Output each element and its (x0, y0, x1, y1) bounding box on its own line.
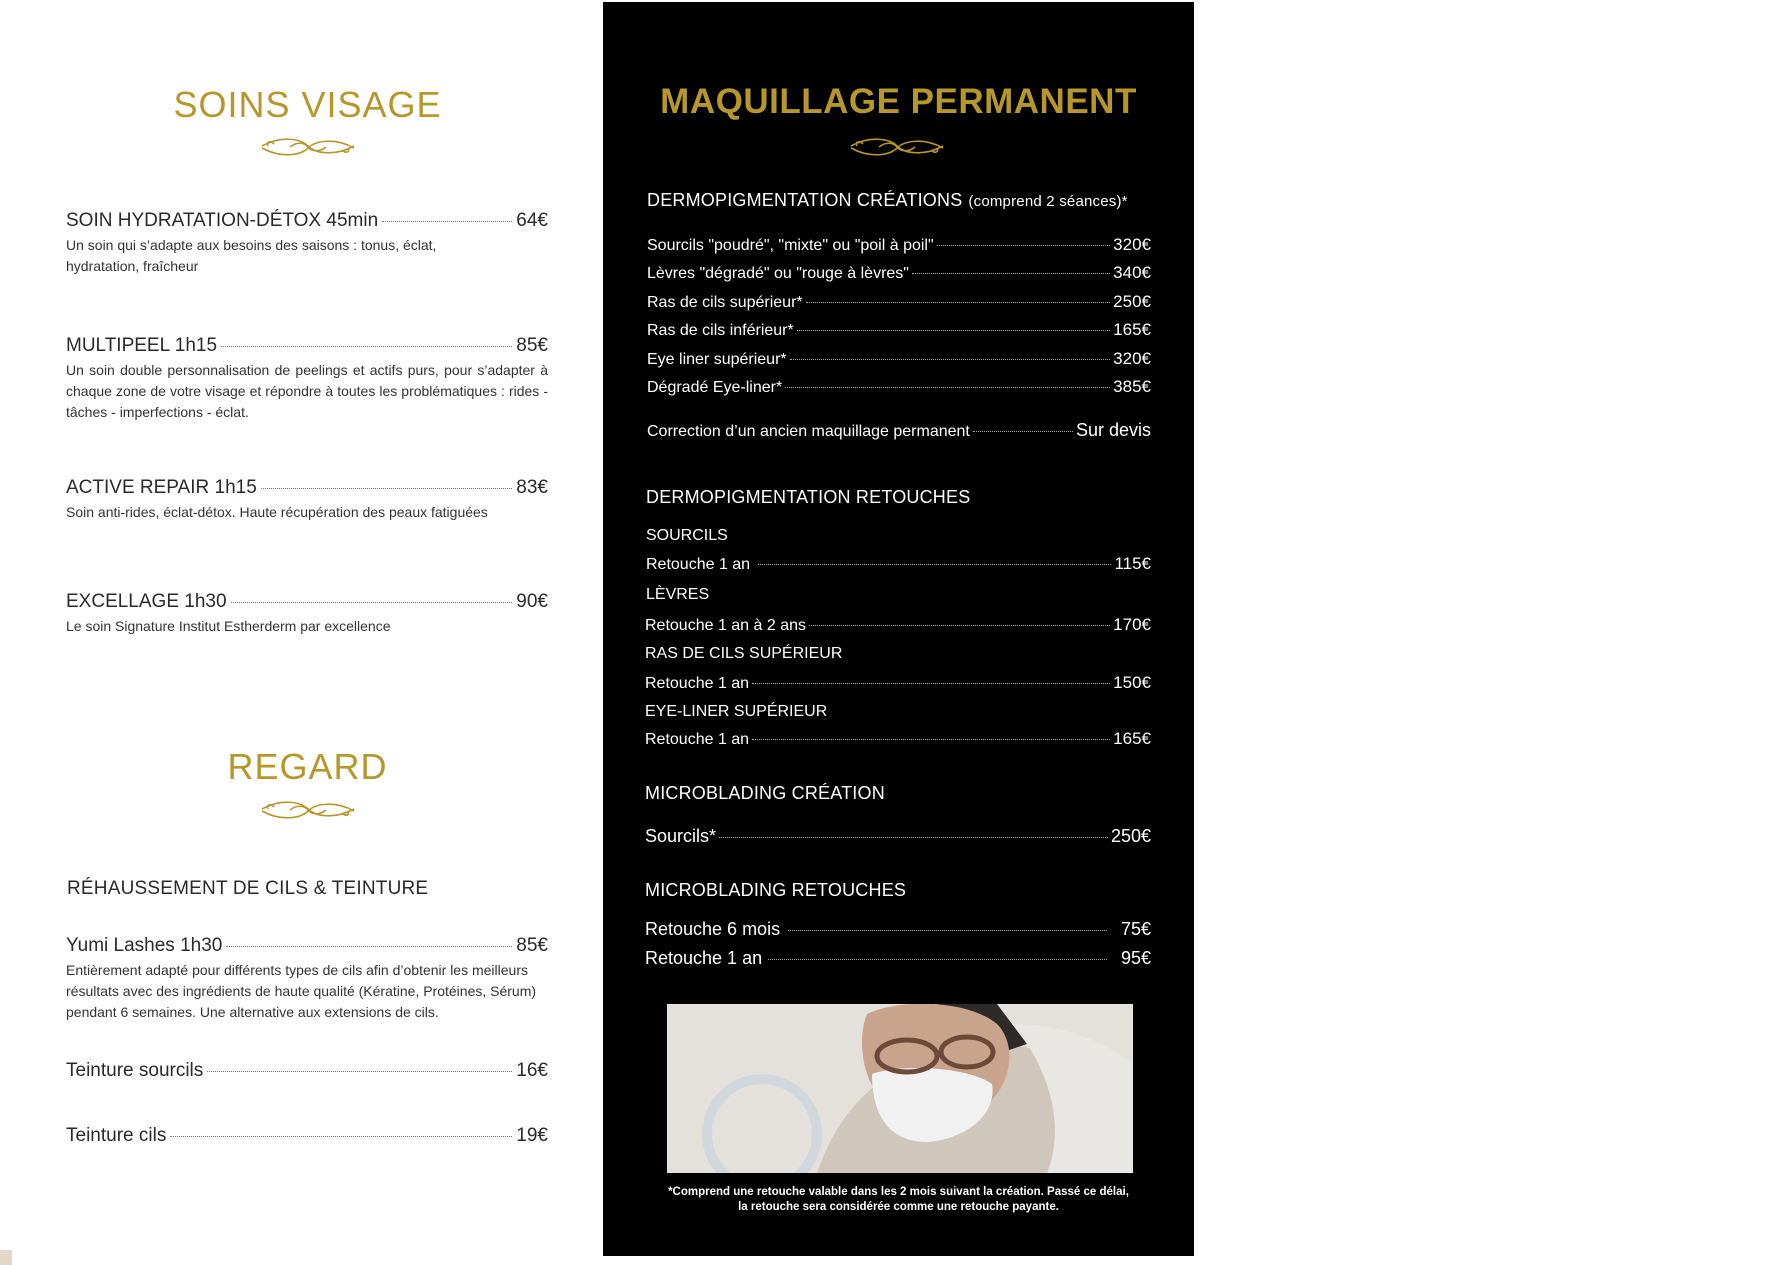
creations-note: (comprend 2 séances)* (968, 193, 1128, 210)
microblading-creation-row (645, 826, 1151, 847)
soins-visage-title: SOINS VISAGE (173, 84, 442, 125)
row-name: Ras de cils inférieur* (647, 322, 794, 339)
regard-title: REGARD (227, 746, 388, 787)
creation-row (647, 320, 1151, 340)
creation-row (647, 263, 1151, 283)
item-name: EXCELLAGE 1h30 (66, 591, 227, 612)
microblading-retouche-row (645, 948, 1151, 969)
flourish-ornament-icon (260, 797, 356, 823)
retouches-heading: DERMOPIGMENTATION RETOUCHES (646, 487, 971, 507)
row-price: 75€ (1120, 919, 1151, 939)
item-name: Yumi Lashes 1h30 (66, 935, 223, 956)
row-price: 250€ (1113, 292, 1151, 311)
row-name: Dégradé Eye-liner* (647, 379, 783, 396)
row-name: Correction d’un ancien maquillage permanent (647, 423, 970, 440)
creations-heading (647, 190, 1128, 211)
item-name: SOIN HYDRATATION-DÉTOX 45min (66, 210, 379, 231)
group-label-ras-de-cils: RAS DE CILS SUPÉRIEUR (645, 645, 843, 662)
item-description: Soin anti-rides, éclat-détox. Haute récupération des peaux fatiguées (66, 504, 488, 520)
item-description: Un soin double personnalisation de peelings et actifs purs, pour s’adapter à chaque zone de votre visage et répondre à toutes les problématiques : rides - tâches - imperfections - éclat. (66, 362, 548, 420)
row-name: Retouche 1 an (645, 731, 750, 748)
footnote (603, 1185, 1194, 1215)
teinture-cils-item (66, 1125, 548, 1147)
teinture-sourcils-item (66, 1060, 548, 1082)
left-column (0, 0, 600, 1265)
row-name: Sourcils "poudré", "mixte" ou "poil à poil" (647, 237, 934, 254)
row-name: Retouche 1 an (645, 675, 750, 692)
retouche-row (645, 615, 1151, 635)
microblading-retouches-heading: MICROBLADING RETOUCHES (645, 880, 907, 900)
row-price: 170€ (1113, 615, 1151, 634)
row-price: 385€ (1113, 377, 1151, 396)
item-name: Teinture sourcils (66, 1060, 204, 1081)
row-price: 165€ (1113, 320, 1151, 339)
row-name: Sourcils* (645, 826, 717, 846)
creation-row (647, 349, 1151, 369)
creation-row (647, 235, 1151, 255)
multipeel-item (66, 335, 548, 423)
item-description: Entièrement adapté pour différents types de cils afin d’obtenir les meilleurs résultats avec des ingrédients de haute qualité (Kératine, Protéines, Sérum) pendant 6 semaines. Une alternative aux extensions de cils. (66, 962, 537, 1020)
item-price: 83€ (516, 477, 548, 498)
row-price: 320€ (1113, 235, 1151, 254)
footnote-line-1: *Comprend une retouche valable dans les 2 mois suivant la création. Passé ce délai, (668, 1186, 1129, 1198)
group-label-levres: LÈVRES (646, 586, 710, 603)
retouche-row (646, 554, 1151, 574)
rehaussement-subhead: RÉHAUSSEMENT DE CILS & TEINTURE (67, 878, 429, 899)
correction-row (647, 420, 1151, 441)
group-label-eye-liner: EYE-LINER SUPÉRIEUR (645, 703, 828, 720)
row-name: Retouche 1 an à 2 ans (645, 617, 807, 634)
footnote-line-2: la retouche sera considérée comme une retouche payante. (738, 1201, 1059, 1213)
row-price: Sur devis (1075, 420, 1151, 440)
microblading-creation-heading: MICROBLADING CRÉATION (645, 783, 885, 803)
row-price: 340€ (1113, 263, 1151, 282)
row-price: 250€ (1110, 826, 1151, 846)
maquillage-title: MAQUILLAGE PERMANENT (660, 82, 1137, 121)
flourish-ornament-icon (849, 134, 945, 160)
soin-hydratation-item (66, 210, 548, 277)
item-price: 90€ (516, 591, 548, 612)
item-price: 85€ (516, 935, 548, 956)
corner-mark (0, 1250, 12, 1265)
row-name: Eye liner supérieur* (647, 351, 787, 368)
row-price: 150€ (1113, 673, 1151, 692)
active-repair-item (66, 477, 548, 523)
item-name: ACTIVE REPAIR 1h15 (66, 477, 257, 498)
flourish-ornament-icon (260, 134, 356, 160)
practitioner-photo (667, 1004, 1133, 1173)
row-name: Ras de cils supérieur* (647, 294, 803, 311)
row-price: 320€ (1113, 349, 1151, 368)
creation-row (647, 377, 1151, 397)
item-price: 64€ (516, 210, 548, 231)
item-price: 19€ (516, 1125, 548, 1146)
item-name: Teinture cils (66, 1125, 167, 1146)
item-price: 85€ (516, 335, 548, 356)
row-name: Retouche 1 an (645, 948, 763, 968)
row-name: Lèvres "dégradé" ou "rouge à lèvres" (647, 265, 909, 282)
row-price: 165€ (1113, 729, 1151, 748)
creations-heading-text: DERMOPIGMENTATION CRÉATIONS (647, 190, 963, 210)
item-name: MULTIPEEL 1h15 (66, 335, 218, 356)
retouche-row (645, 673, 1151, 693)
excellage-item (66, 591, 548, 637)
creation-row (647, 292, 1151, 312)
row-name: Retouche 6 mois (645, 919, 781, 939)
maquillage-panel (603, 2, 1194, 1256)
retouche-row (645, 729, 1151, 749)
yumi-lashes-item (66, 935, 548, 1023)
item-price: 16€ (516, 1060, 548, 1081)
row-name: Retouche 1 an (646, 556, 751, 573)
item-description: Le soin Signature Institut Estherderm par excellence (66, 618, 391, 634)
row-price: 115€ (1114, 554, 1151, 573)
row-price: 95€ (1120, 948, 1151, 968)
group-label-sourcils: SOURCILS (646, 527, 728, 544)
microblading-retouche-row (645, 919, 1151, 940)
item-description: Un soin qui s’adapte aux besoins des saisons : tonus, éclat, hydratation, fraîcheur (66, 237, 437, 274)
